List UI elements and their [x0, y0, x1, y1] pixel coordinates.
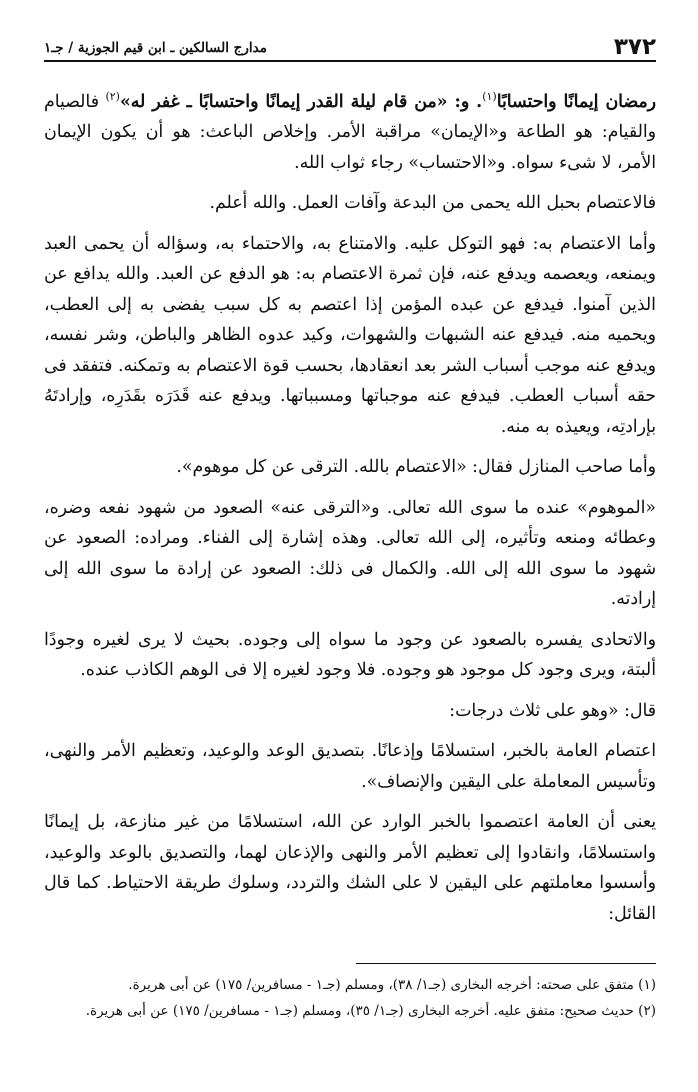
footnotes — [44, 972, 656, 1024]
paragraph-4: وأما صاحب المنازل فقال: «الاعتصام بالله. الترقى عن كل موهوم». — [176, 457, 656, 478]
paragraph-5: «الموهوم» عنده ما سوى الله تعالى. و«الترقى عنه» الصعود من شهود نفعه وضره، وعطائه ومنعه وتأثيره، إلى الله تعالى. وهذه إشارة إلى الفناء. ومراده: الصعود عن شهود ما سوى الله إلى الله. والكمال فى ذلك: الصعود عن إرادة ما سوى الله إلى إرادته. — [44, 497, 656, 610]
hadith-quote: . و: «من قام ليلة القدر إيمانًا واحتسابًا ـ غفر له» — [119, 91, 483, 112]
running-header — [44, 30, 656, 62]
footnote-2: (٢) حديث صحيح: متفق عليه. أخرجه البخارى (جـ١/ ٣٥)، ومسلم (جـ١ - مسافرين/ ١٧٥) عن أبى هريرة. — [85, 1003, 656, 1020]
book-title: مدارج السالكين ـ ابن قيم الجوزية / جـ١ — [44, 40, 267, 56]
footnote-ref-2: (٢) — [105, 90, 120, 103]
hadith-quote: رمضان إيمانًا واحتسابًا — [496, 91, 656, 112]
paragraph-8: اعتصام العامة بالخبر، استسلامًا وإذعانًا. بتصديق الوعد والوعيد، وتعظيم الأمر والنهى، وتأسيس المعاملة على اليقين والإنصاف». — [44, 741, 656, 792]
paragraph-3: وأما الاعتصام به: فهو التوكل عليه. والامتناع به، والاحتماء به، وسؤاله أن يحمى العبد ويمنعه، ويعصمه ويدفع عنه، فإن ثمرة الاعتصام به: هو الدفع عن العبد. والله يدافع عن الذين آمنوا. فيدفع عن عبده المؤمن إذا اعتصم به كل سبب يفضى به إلى العطب، ويحميه منه. فيدفع عنه الشبهات والشهوات، وكيد عدوه الظاهر والباطن، وشر نفسه، ويدفع عنه موجب أسباب الشر بعد انعقادها، بحسب قوة الاعتصام به وتمكنه. فتفقد فى حقه أسباب العطب. فيدفع عنه موجباتها ومسبباتها. ويدفع عنه قَدَرَه بقَدَرِه، وإرادتَهُ بإرادتِه، ويعيذه به منه. — [44, 233, 656, 437]
paragraph-6: والاتحادى يفسره بالصعود عن وجود ما سواه إلى وجوده. بحيث لا يرى لغيره وجودًا ألبتة، ويرى وجود كل موجود هو وجوده. فلا وجود لغيره إلا فى الوهم الكاذب عنده. — [44, 629, 656, 681]
footnote-1: (١) متفق على صحته: أخرجه البخارى (جـ١/ ٣٨)، ومسلم (جـ١ - مسافرين/ ١٧٥) عن أبى هريرة. — [128, 977, 656, 994]
paragraph-text: فالصيام والقيام: هو الطاعة و«الإيمان» مراقبة الأمر. وإخلاص الباعث: هو أن يكون الإيمان الأمر، لا شىء سواه. و«الاحتساب» رجاء ثواب الله. — [44, 91, 656, 173]
page-number: ٣٧٢ — [613, 34, 656, 60]
body-text — [44, 82, 656, 929]
paragraph-9: يعنى أن العامة اعتصموا بالخبر الوارد عن الله، استسلامًا من غير منازعة، بل إيمانًا واستسلامًا، وانقادوا إلى تعظيم الأمر والنهى والإذعان لهما، والتصديق بالوعد والوعيد، وأسسوا معاملتهم على اليقين لا على الشك والتردد، وسلوك طريقة الاحتياط. كما قال القائل: — [44, 812, 656, 924]
footnote-ref-1: (١) — [482, 90, 497, 103]
paragraph-1 — [44, 82, 656, 178]
paragraph-2: فالاعتصام بحبل الله يحمى من البدعة وآفات العمل. والله أعلم. — [209, 193, 656, 214]
footnote-divider — [356, 963, 656, 964]
paragraph-7: قال: «وهو على ثلاث درجات: — [449, 700, 656, 721]
